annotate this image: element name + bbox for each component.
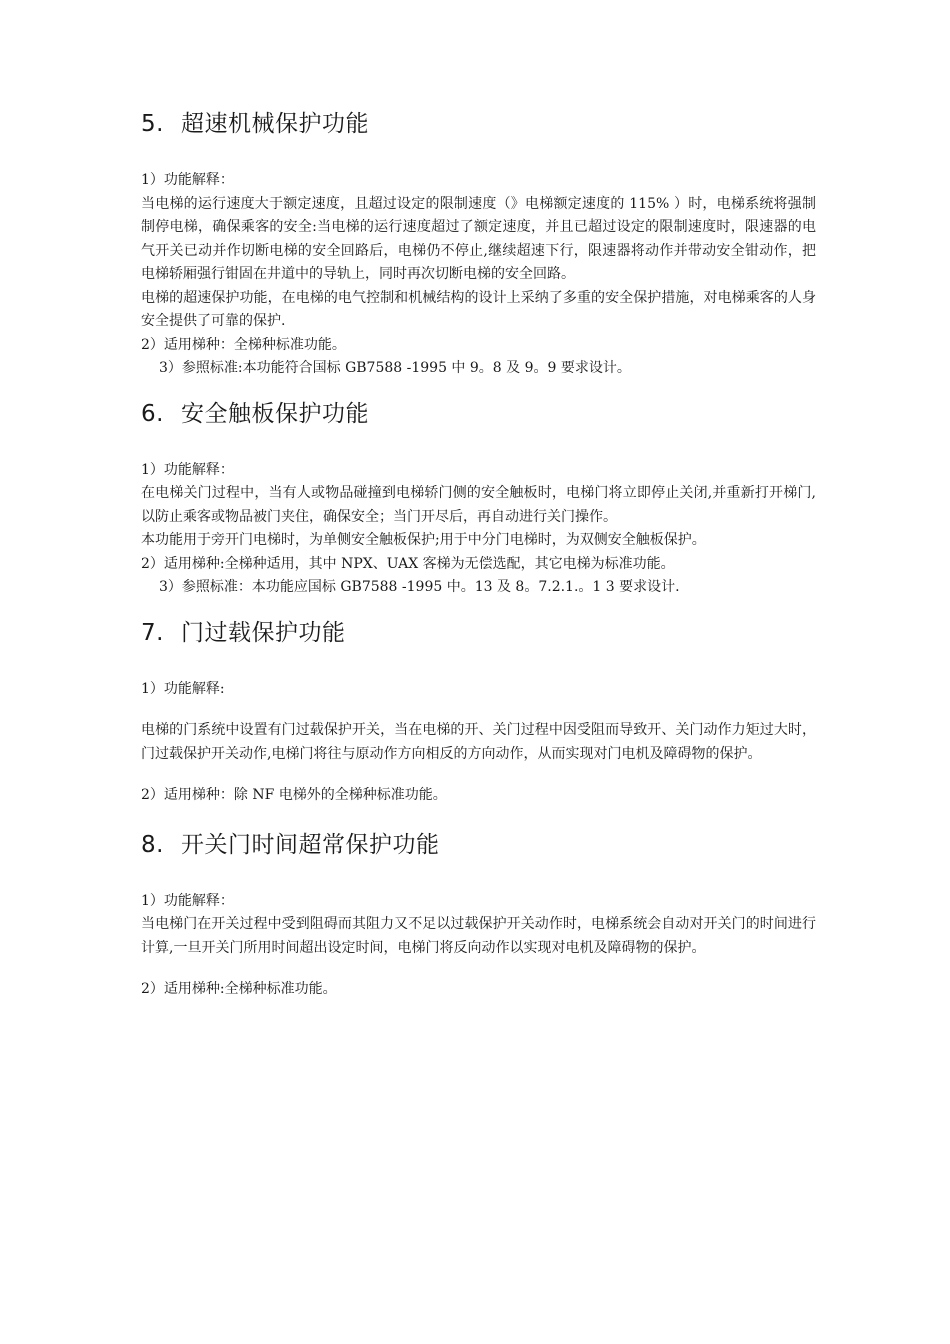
section-title — [141, 105, 816, 143]
function-label: 1）功能解释： — [141, 892, 234, 909]
applicable-models: 2）适用梯种:全梯种适用，其中 NPX、UAX 客梯为无偿选配，其它电梯为标准功能。 — [141, 555, 675, 572]
function-explanation: 当电梯门在开关过程中受到阻碍而其阻力又不足以过载保护开关动作时，电梯系统会自动对开关门的时间进行计算,一旦开关门所用时间超出设定时间，电梯门将反向动作以实现对电机及障碍物的保护。 — [141, 916, 816, 956]
function-label: 1）功能解释： — [141, 461, 234, 478]
section-title — [141, 395, 816, 433]
section-title-text: 门过载保护功能 — [181, 619, 346, 646]
spacer — [141, 701, 816, 719]
reference-standard: 3）参照标准:本功能符合国标 GB7588 -1995 中 9。8 及 9。9 要求设计。 — [159, 360, 631, 376]
section-number: 6. — [141, 400, 164, 427]
applicable-models: 2）适用梯种：全梯种标准功能。 — [141, 336, 346, 353]
spacer — [141, 766, 816, 784]
function-explanation: 当电梯的运行速度大于额定速度，且超过设定的限制速度（》电梯额定速度的 115% ）时，电梯系统将强制制停电梯，确保乘客的安全:当电梯的运行速度超过了额定速度，并且已超过设定的限制速度时，限速器的电气开关已动并作切断电梯的安全回路后，电梯仍不停止,继续超速下行，限速器将动作并带动安全钳动作，把电梯轿厢强行钳固在井道中的导轨上，同时再次切断电梯的安全回路。 — [141, 195, 816, 282]
section-title — [141, 614, 816, 652]
section-title-text: 安全触板保护功能 — [181, 400, 369, 427]
applicable-models: 2）适用梯种:全梯种标准功能。 — [141, 981, 337, 997]
section-title — [141, 826, 816, 864]
function-label: 1）功能解释: — [141, 680, 225, 697]
reference-standard: 3）参照标准：本功能应国标 GB7588 -1995 中。13 及 8。7.2.1.。1 3 要求设计. — [159, 579, 680, 595]
function-explanation: 在电梯关门过程中，当有人或物品碰撞到电梯轿门侧的安全触板时，电梯门将立即停止关闭,并重新打开梯门,以防止乘客或物品被门夹住，确保安全；当门开尽后，再自动进行关门操作。 — [141, 485, 816, 525]
section-title-text: 开关门时间超常保护功能 — [181, 831, 440, 858]
section-door-timeout-protection — [141, 826, 816, 1002]
section-number: 8. — [141, 831, 164, 858]
applicable-models: 2）适用梯种：除 NF 电梯外的全梯种标准功能。 — [141, 787, 447, 803]
function-explanation: 电梯的门系统中设置有门过载保护开关，当在电梯的开、关门过程中因受阻而导致开、关门动作力矩过大时，门过载保护开关动作,电梯门将往与原动作方向相反的方向动作，从而实现对门电机及障碍物的保护。 — [141, 722, 816, 762]
function-label: 1）功能解释： — [141, 172, 234, 188]
function-explanation-2: 本功能用于旁开门电梯时，为单侧安全触板保护;用于中分门电梯时，为双侧安全触板保护。 — [141, 532, 706, 548]
section-number: 7. — [141, 619, 164, 646]
section-door-overload-protection — [141, 614, 816, 808]
section-overspeed-protection — [141, 105, 816, 381]
spacer — [141, 960, 816, 978]
function-explanation-2: 电梯的超速保护功能，在电梯的电气控制和机械结构的设计上采纳了多重的安全保护措施，对电梯乘客的人身安全提供了可靠的保护. — [141, 289, 816, 329]
section-safety-edge-protection — [141, 395, 816, 600]
section-number: 5. — [141, 111, 164, 137]
document-content — [141, 105, 816, 1002]
section-title-text: 超速机械保护功能 — [181, 111, 369, 137]
